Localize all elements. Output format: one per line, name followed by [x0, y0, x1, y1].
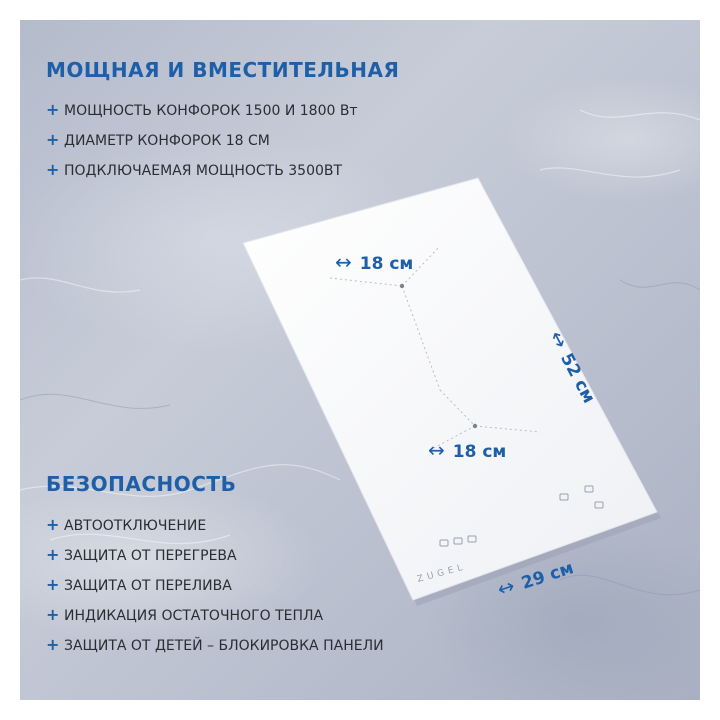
- power-heading: МОЩНАЯ И ВМЕСТИТЕЛЬНАЯ: [46, 58, 400, 82]
- list-item: + ИНДИКАЦИЯ ОСТАТОЧНОГО ТЕПЛА: [46, 600, 384, 630]
- list-item: + ЗАЩИТА ОТ ДЕТЕЙ – БЛОКИРОВКА ПАНЕЛИ: [46, 630, 384, 660]
- list-item: + АВТООТКЛЮЧЕНИЕ: [46, 510, 384, 540]
- double-arrow-icon: ↔: [494, 573, 518, 602]
- list-item: + ПОДКЛЮЧАЕМАЯ МОЩНОСТЬ 3500ВТ: [46, 155, 358, 185]
- list-item: + ЗАЩИТА ОТ ПЕРЕЛИВА: [46, 570, 384, 600]
- plus-icon: +: [46, 545, 60, 564]
- plus-icon: +: [46, 515, 60, 534]
- double-arrow-icon: ↔: [544, 326, 574, 353]
- width-dimension: ↔29 см: [494, 558, 577, 602]
- double-arrow-icon: ↔: [428, 438, 445, 462]
- plus-icon: +: [46, 605, 60, 624]
- plus-icon: +: [46, 130, 60, 149]
- list-item: + МОЩНОСТЬ КОНФОРОК 1500 И 1800 Вт: [46, 95, 358, 125]
- plus-icon: +: [46, 100, 60, 119]
- plus-icon: +: [46, 160, 60, 179]
- double-arrow-icon: ↔: [335, 250, 352, 274]
- safety-feature-list: [46, 510, 384, 660]
- plus-icon: +: [46, 635, 60, 654]
- safety-heading: БЕЗОПАСНОСТЬ: [46, 472, 237, 496]
- list-item: + ЗАЩИТА ОТ ПЕРЕГРЕВА: [46, 540, 384, 570]
- plus-icon: +: [46, 575, 60, 594]
- product-card: [20, 20, 700, 700]
- list-item: + ДИАМЕТР КОНФОРОК 18 СМ: [46, 125, 358, 155]
- brand-logo: ZUGEL: [416, 562, 468, 585]
- burner-bottom-dimension: ↔ 18 см: [428, 438, 507, 462]
- height-dimension: ↔52 см: [544, 326, 599, 407]
- burner-top-dimension: ↔ 18 см: [335, 250, 414, 274]
